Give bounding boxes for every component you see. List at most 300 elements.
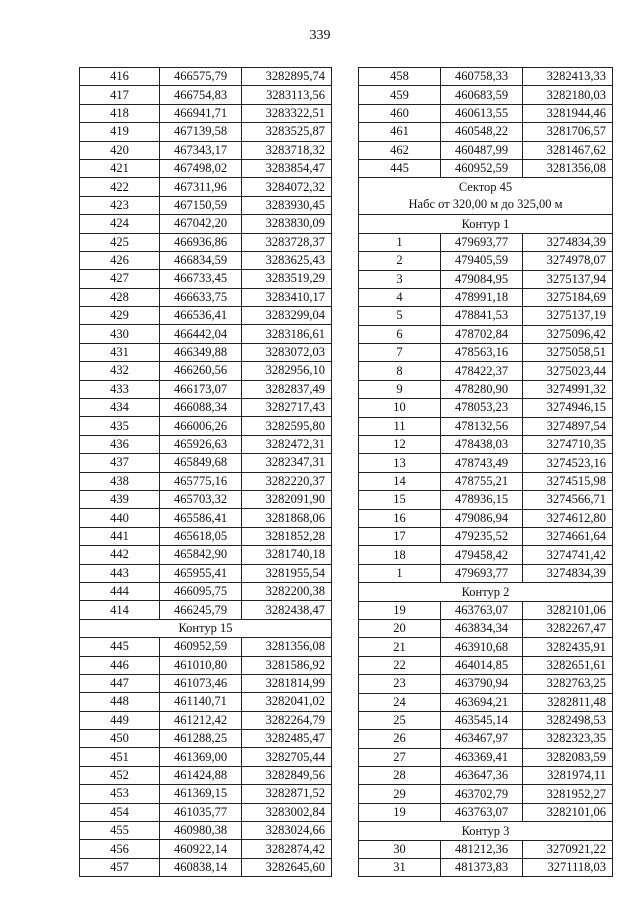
point-number-cell: 7 [359, 344, 441, 362]
x-coordinate-cell: 461035,77 [160, 803, 242, 821]
table-row [359, 307, 613, 325]
x-coordinate-cell: 467042,20 [160, 215, 242, 233]
point-number-cell: 24 [359, 693, 441, 711]
point-number-cell: 3 [359, 270, 441, 288]
x-coordinate-cell: 479693,77 [441, 564, 523, 582]
sector-heading [359, 178, 613, 215]
x-coordinate-cell: 460548,22 [441, 123, 523, 141]
point-number-cell: 9 [359, 380, 441, 398]
x-coordinate-cell: 467150,59 [160, 196, 242, 214]
point-number-cell: 1 [359, 233, 441, 251]
x-coordinate-cell: 466754,83 [160, 86, 242, 104]
point-number-cell: 448 [80, 693, 160, 711]
x-coordinate-cell: 461288,25 [160, 730, 242, 748]
x-coordinate-cell: 463834,34 [441, 619, 523, 637]
point-number-cell: 29 [359, 785, 441, 803]
table-row [80, 233, 332, 251]
table-row [80, 509, 332, 527]
table-row [80, 178, 332, 196]
x-coordinate-cell: 466095,75 [160, 582, 242, 600]
y-coordinate-cell: 3282091,90 [242, 490, 332, 508]
x-coordinate-cell: 479235,52 [441, 527, 523, 545]
y-coordinate-cell: 3274741,42 [523, 546, 613, 564]
y-coordinate-cell: 3283024,66 [242, 822, 332, 840]
y-coordinate-cell: 3283186,61 [242, 325, 332, 343]
table-row [359, 711, 613, 729]
table-row [359, 564, 613, 582]
point-number-cell: 1 [359, 564, 441, 582]
y-coordinate-cell: 3282041,02 [242, 693, 332, 711]
y-coordinate-cell: 3274946,15 [523, 399, 613, 417]
x-coordinate-cell: 465926,63 [160, 435, 242, 453]
x-coordinate-cell: 461424,88 [160, 766, 242, 784]
y-coordinate-cell: 3274612,80 [523, 509, 613, 527]
y-coordinate-cell: 3281868,06 [242, 509, 332, 527]
y-coordinate-cell: 3282347,31 [242, 454, 332, 472]
x-coordinate-cell: 478422,37 [441, 362, 523, 380]
y-coordinate-cell: 3282595,80 [242, 417, 332, 435]
y-coordinate-cell: 3283299,04 [242, 307, 332, 325]
table-row [359, 748, 613, 766]
table-row [80, 270, 332, 288]
x-coordinate-cell: 478702,84 [441, 325, 523, 343]
y-coordinate-cell: 3282413,33 [523, 68, 613, 86]
point-number-cell: 2 [359, 252, 441, 270]
y-coordinate-cell: 3281740,18 [242, 546, 332, 564]
x-coordinate-cell: 463702,79 [441, 785, 523, 803]
x-coordinate-cell: 466006,26 [160, 417, 242, 435]
table-row [359, 380, 613, 398]
point-number-cell: 19 [359, 601, 441, 619]
x-coordinate-cell: 461369,00 [160, 748, 242, 766]
table-row [80, 546, 332, 564]
point-number-cell: 452 [80, 766, 160, 784]
y-coordinate-cell: 3282264,79 [242, 711, 332, 729]
x-coordinate-cell: 466260,56 [160, 362, 242, 380]
y-coordinate-cell: 3270921,22 [523, 840, 613, 858]
y-coordinate-cell: 3283072,03 [242, 343, 332, 361]
y-coordinate-cell: 3283625,43 [242, 251, 332, 269]
x-coordinate-cell: 460758,33 [441, 68, 523, 86]
table-row [359, 859, 613, 877]
y-coordinate-cell: 3282267,47 [523, 619, 613, 637]
point-number-cell: 439 [80, 490, 160, 508]
point-number-cell: 453 [80, 785, 160, 803]
table-row [359, 159, 613, 177]
x-coordinate-cell: 460922,14 [160, 840, 242, 858]
table-row [80, 86, 332, 104]
x-coordinate-cell: 479458,42 [441, 546, 523, 564]
table-row [359, 472, 613, 490]
contour-heading: Контур 1 [359, 215, 613, 233]
point-number-cell: 12 [359, 436, 441, 454]
point-number-cell: 432 [80, 362, 160, 380]
table-row [80, 656, 332, 674]
point-number-cell: 429 [80, 307, 160, 325]
x-coordinate-cell: 466442,04 [160, 325, 242, 343]
x-coordinate-cell: 466245,79 [160, 601, 242, 619]
table-row [80, 840, 332, 858]
table-row [359, 141, 613, 159]
table-row [80, 730, 332, 748]
x-coordinate-cell: 466088,34 [160, 399, 242, 417]
x-coordinate-cell: 479086,94 [441, 509, 523, 527]
x-coordinate-cell: 478755,21 [441, 472, 523, 490]
y-coordinate-cell: 3281974,11 [523, 767, 613, 785]
x-coordinate-cell: 479693,77 [441, 233, 523, 251]
y-coordinate-cell: 3274710,35 [523, 436, 613, 454]
y-coordinate-cell: 3283830,09 [242, 215, 332, 233]
x-coordinate-cell: 463763,07 [441, 601, 523, 619]
y-coordinate-cell: 3282485,47 [242, 730, 332, 748]
y-coordinate-cell: 3274897,54 [523, 417, 613, 435]
x-coordinate-cell: 460838,14 [160, 858, 242, 876]
x-coordinate-cell: 478280,90 [441, 380, 523, 398]
table-row [80, 417, 332, 435]
point-number-cell: 30 [359, 840, 441, 858]
contour-heading: Контур 15 [80, 619, 332, 637]
point-number-cell: 22 [359, 656, 441, 674]
x-coordinate-cell: 465955,41 [160, 564, 242, 582]
y-coordinate-cell: 3282837,49 [242, 380, 332, 398]
point-number-cell: 425 [80, 233, 160, 251]
y-coordinate-cell: 3282849,56 [242, 766, 332, 784]
y-coordinate-cell: 3283728,37 [242, 233, 332, 251]
y-coordinate-cell: 3283113,56 [242, 86, 332, 104]
x-coordinate-cell: 466633,75 [160, 288, 242, 306]
point-number-cell: 441 [80, 527, 160, 545]
table-row [359, 417, 613, 435]
point-number-cell: 436 [80, 435, 160, 453]
table-row [359, 454, 613, 472]
table-row [80, 822, 332, 840]
y-coordinate-cell: 3283519,29 [242, 270, 332, 288]
table-row [80, 435, 332, 453]
point-number-cell: 460 [359, 104, 441, 122]
section-header-row [359, 822, 613, 840]
point-number-cell: 458 [359, 68, 441, 86]
table-row [359, 399, 613, 417]
point-number-cell: 8 [359, 362, 441, 380]
table-row [359, 675, 613, 693]
table-row [359, 803, 613, 821]
x-coordinate-cell: 465775,16 [160, 472, 242, 490]
point-number-cell: 19 [359, 803, 441, 821]
coordinates-table-left [79, 67, 332, 877]
point-number-cell: 449 [80, 711, 160, 729]
point-number-cell: 437 [80, 454, 160, 472]
point-number-cell: 433 [80, 380, 160, 398]
table-row [80, 215, 332, 233]
section-header-row [359, 215, 613, 233]
x-coordinate-cell: 465849,68 [160, 454, 242, 472]
y-coordinate-cell: 3282435,91 [523, 638, 613, 656]
point-number-cell: 21 [359, 638, 441, 656]
x-coordinate-cell: 481212,36 [441, 840, 523, 858]
table-row [80, 343, 332, 361]
y-coordinate-cell: 3275058,51 [523, 344, 613, 362]
x-coordinate-cell: 464014,85 [441, 656, 523, 674]
table-row [359, 509, 613, 527]
x-coordinate-cell: 466575,79 [160, 68, 242, 86]
table-row [80, 693, 332, 711]
x-coordinate-cell: 466173,07 [160, 380, 242, 398]
y-coordinate-cell: 3282705,44 [242, 748, 332, 766]
table-row [80, 307, 332, 325]
table-row [359, 436, 613, 454]
x-coordinate-cell: 478743,49 [441, 454, 523, 472]
table-row [359, 619, 613, 637]
point-number-cell: 10 [359, 399, 441, 417]
sector-header-row [359, 178, 613, 215]
y-coordinate-cell: 3282956,10 [242, 362, 332, 380]
y-coordinate-cell: 3274978,07 [523, 252, 613, 270]
y-coordinate-cell: 3282200,38 [242, 582, 332, 600]
point-number-cell: 427 [80, 270, 160, 288]
y-coordinate-cell: 3274661,64 [523, 527, 613, 545]
table-row [359, 767, 613, 785]
table-row [359, 785, 613, 803]
x-coordinate-cell: 461212,42 [160, 711, 242, 729]
y-coordinate-cell: 3282645,60 [242, 858, 332, 876]
table-row [359, 546, 613, 564]
table-row [359, 527, 613, 545]
y-coordinate-cell: 3282220,37 [242, 472, 332, 490]
coordinates-table-right [358, 67, 613, 877]
x-coordinate-cell: 466733,45 [160, 270, 242, 288]
y-coordinate-cell: 3281706,57 [523, 123, 613, 141]
table-row [80, 564, 332, 582]
point-number-cell: 20 [359, 619, 441, 637]
y-coordinate-cell: 3282717,43 [242, 399, 332, 417]
section-header-row [359, 583, 613, 601]
table-row [80, 399, 332, 417]
sector-height-range: Набс от 320,00 м до 325,00 м [408, 197, 563, 212]
y-coordinate-cell: 3283410,17 [242, 288, 332, 306]
x-coordinate-cell: 463910,68 [441, 638, 523, 656]
table-row [359, 840, 613, 858]
y-coordinate-cell: 3282874,42 [242, 840, 332, 858]
y-coordinate-cell: 3275137,94 [523, 270, 613, 288]
x-coordinate-cell: 467343,17 [160, 141, 242, 159]
point-number-cell: 423 [80, 196, 160, 214]
table-row [80, 472, 332, 490]
table-row [80, 159, 332, 177]
table-row [80, 582, 332, 600]
y-coordinate-cell: 3271118,03 [523, 859, 613, 877]
x-coordinate-cell: 465842,90 [160, 546, 242, 564]
y-coordinate-cell: 3275137,19 [523, 307, 613, 325]
y-coordinate-cell: 3281586,92 [242, 656, 332, 674]
y-coordinate-cell: 3274523,16 [523, 454, 613, 472]
table-row [80, 766, 332, 784]
table-row [80, 141, 332, 159]
point-number-cell: 23 [359, 675, 441, 693]
y-coordinate-cell: 3282498,53 [523, 711, 613, 729]
point-number-cell: 11 [359, 417, 441, 435]
point-number-cell: 454 [80, 803, 160, 821]
point-number-cell: 17 [359, 527, 441, 545]
table-row [80, 858, 332, 876]
point-number-cell: 417 [80, 86, 160, 104]
x-coordinate-cell: 478563,16 [441, 344, 523, 362]
x-coordinate-cell: 463467,97 [441, 730, 523, 748]
x-coordinate-cell: 460487,99 [441, 141, 523, 159]
y-coordinate-cell: 3281814,99 [242, 674, 332, 692]
point-number-cell: 419 [80, 123, 160, 141]
x-coordinate-cell: 466536,41 [160, 307, 242, 325]
x-coordinate-cell: 481373,83 [441, 859, 523, 877]
y-coordinate-cell: 3282083,59 [523, 748, 613, 766]
x-coordinate-cell: 467311,96 [160, 178, 242, 196]
x-coordinate-cell: 478438,03 [441, 436, 523, 454]
point-number-cell: 450 [80, 730, 160, 748]
table-row [80, 803, 332, 821]
x-coordinate-cell: 460952,59 [441, 159, 523, 177]
x-coordinate-cell: 460952,59 [160, 638, 242, 656]
y-coordinate-cell: 3274834,39 [523, 233, 613, 251]
y-coordinate-cell: 3275023,44 [523, 362, 613, 380]
table-row [359, 638, 613, 656]
point-number-cell: 26 [359, 730, 441, 748]
x-coordinate-cell: 461010,80 [160, 656, 242, 674]
x-coordinate-cell: 460613,55 [441, 104, 523, 122]
y-coordinate-cell: 3275096,42 [523, 325, 613, 343]
y-coordinate-cell: 3282323,35 [523, 730, 613, 748]
x-coordinate-cell: 478936,15 [441, 491, 523, 509]
y-coordinate-cell: 3282438,47 [242, 601, 332, 619]
x-coordinate-cell: 463647,36 [441, 767, 523, 785]
x-coordinate-cell: 465703,32 [160, 490, 242, 508]
table-row [359, 656, 613, 674]
y-coordinate-cell: 3281356,08 [242, 638, 332, 656]
table-row [80, 380, 332, 398]
table-row [80, 674, 332, 692]
point-number-cell: 457 [80, 858, 160, 876]
table-row [80, 748, 332, 766]
table-row [359, 252, 613, 270]
y-coordinate-cell: 3282811,48 [523, 693, 613, 711]
table-row [359, 325, 613, 343]
table-row [80, 288, 332, 306]
x-coordinate-cell: 479405,59 [441, 252, 523, 270]
y-coordinate-cell: 3282651,61 [523, 656, 613, 674]
table-row [359, 288, 613, 306]
table-row [359, 86, 613, 104]
y-coordinate-cell: 3283718,32 [242, 141, 332, 159]
point-number-cell: 422 [80, 178, 160, 196]
x-coordinate-cell: 478132,56 [441, 417, 523, 435]
x-coordinate-cell: 465586,41 [160, 509, 242, 527]
point-number-cell: 442 [80, 546, 160, 564]
y-coordinate-cell: 3281852,28 [242, 527, 332, 545]
y-coordinate-cell: 3282101,06 [523, 803, 613, 821]
y-coordinate-cell: 3282472,31 [242, 435, 332, 453]
y-coordinate-cell: 3283854,47 [242, 159, 332, 177]
point-number-cell: 28 [359, 767, 441, 785]
point-number-cell: 424 [80, 215, 160, 233]
point-number-cell: 416 [80, 68, 160, 86]
y-coordinate-cell: 3283322,51 [242, 104, 332, 122]
point-number-cell: 31 [359, 859, 441, 877]
x-coordinate-cell: 463763,07 [441, 803, 523, 821]
y-coordinate-cell: 3282101,06 [523, 601, 613, 619]
point-number-cell: 445 [80, 638, 160, 656]
point-number-cell: 18 [359, 546, 441, 564]
contour-heading: Контур 3 [359, 822, 613, 840]
point-number-cell: 27 [359, 748, 441, 766]
y-coordinate-cell: 3282763,25 [523, 675, 613, 693]
table-row [80, 196, 332, 214]
x-coordinate-cell: 461073,46 [160, 674, 242, 692]
table-row [359, 233, 613, 251]
y-coordinate-cell: 3281955,54 [242, 564, 332, 582]
point-number-cell: 444 [80, 582, 160, 600]
x-coordinate-cell: 467139,58 [160, 123, 242, 141]
table-row [359, 491, 613, 509]
point-number-cell: 6 [359, 325, 441, 343]
table-row [80, 251, 332, 269]
x-coordinate-cell: 461140,71 [160, 693, 242, 711]
x-coordinate-cell: 460683,59 [441, 86, 523, 104]
y-coordinate-cell: 3282180,03 [523, 86, 613, 104]
table-row [80, 68, 332, 86]
point-number-cell: 447 [80, 674, 160, 692]
page-number: 339 [309, 28, 331, 43]
point-number-cell: 462 [359, 141, 441, 159]
sector-title: Сектор 45 [458, 180, 513, 195]
table-row [80, 601, 332, 619]
y-coordinate-cell: 3283002,84 [242, 803, 332, 821]
point-number-cell: 16 [359, 509, 441, 527]
y-coordinate-cell: 3284072,32 [242, 178, 332, 196]
x-coordinate-cell: 463790,94 [441, 675, 523, 693]
x-coordinate-cell: 478991,18 [441, 288, 523, 306]
table-row [359, 601, 613, 619]
table-row [80, 527, 332, 545]
y-coordinate-cell: 3281356,08 [523, 159, 613, 177]
table-row [80, 785, 332, 803]
point-number-cell: 430 [80, 325, 160, 343]
point-number-cell: 5 [359, 307, 441, 325]
x-coordinate-cell: 478841,53 [441, 307, 523, 325]
section-header-row [80, 619, 332, 637]
x-coordinate-cell: 463694,21 [441, 693, 523, 711]
x-coordinate-cell: 463369,41 [441, 748, 523, 766]
point-number-cell: 428 [80, 288, 160, 306]
table-row [359, 344, 613, 362]
table-row [359, 362, 613, 380]
x-coordinate-cell: 465618,05 [160, 527, 242, 545]
table-row [80, 123, 332, 141]
x-coordinate-cell: 478053,23 [441, 399, 523, 417]
point-number-cell: 438 [80, 472, 160, 490]
point-number-cell: 426 [80, 251, 160, 269]
point-number-cell: 455 [80, 822, 160, 840]
y-coordinate-cell: 3281467,62 [523, 141, 613, 159]
point-number-cell: 13 [359, 454, 441, 472]
table-row [80, 362, 332, 380]
x-coordinate-cell: 463545,14 [441, 711, 523, 729]
table-row [359, 730, 613, 748]
point-number-cell: 421 [80, 159, 160, 177]
y-coordinate-cell: 3274991,32 [523, 380, 613, 398]
point-number-cell: 4 [359, 288, 441, 306]
point-number-cell: 456 [80, 840, 160, 858]
x-coordinate-cell: 466834,59 [160, 251, 242, 269]
x-coordinate-cell: 460980,38 [160, 822, 242, 840]
table-row [80, 638, 332, 656]
